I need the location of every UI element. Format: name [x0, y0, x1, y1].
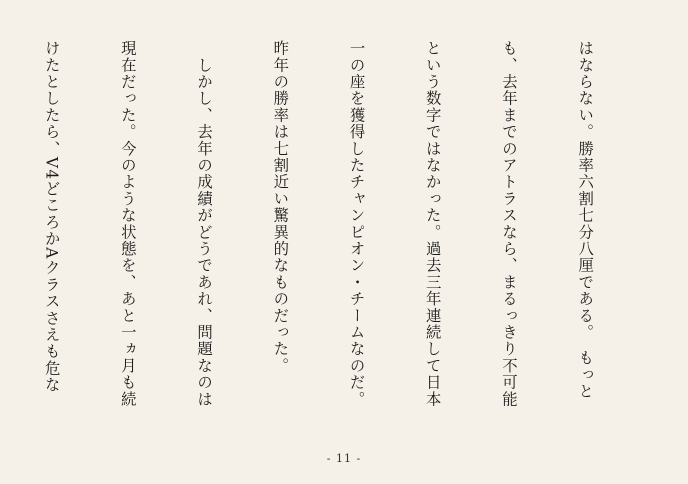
text-line: という数字ではなかった。過去三年連続して日本	[423, 40, 442, 408]
text-line: も、去年までのアトラスなら、まるっきり不可能	[499, 40, 518, 408]
text-line: 昨年の勝率は七割近い驚異的なものだった。	[271, 40, 290, 374]
text-line: けたとしたら、V4どころかAクラスさえも危な	[42, 40, 61, 394]
text-line: 現在だった。今のような状態を、あと一ヵ月も続	[118, 40, 137, 408]
text-line: しかし、去年の成績がどうであれ、問題なのは	[195, 40, 214, 408]
text-line: 一の座を獲得したチャンピオン・チームなのだ。	[347, 40, 366, 408]
page-number: - 11 -	[326, 452, 362, 465]
vertical-text-body	[0, 40, 648, 420]
text-line: はならない。勝率六割七分八厘である。 もっと	[576, 40, 595, 400]
